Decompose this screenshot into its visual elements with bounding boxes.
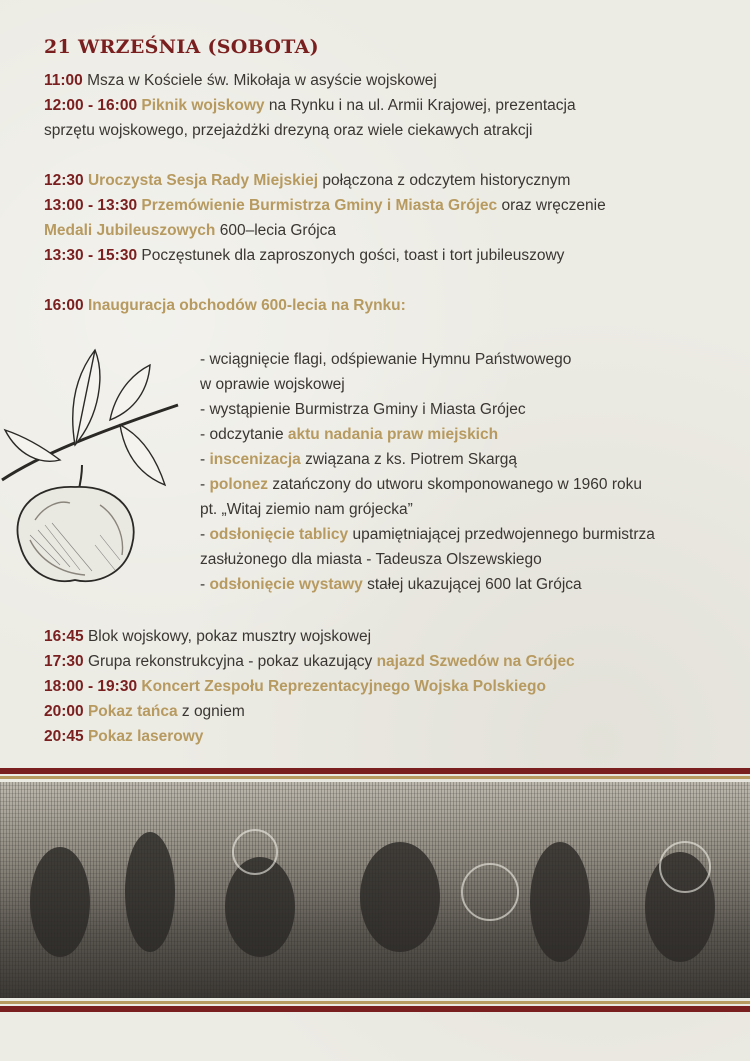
body-text: oraz wręczenie xyxy=(497,197,606,214)
body-text: stałej ukazującej 600 lat Grójca xyxy=(362,576,582,593)
page-title: 21 WRZEŚNIA (SOBOTA) xyxy=(44,36,319,58)
schedule-line xyxy=(200,547,730,572)
body-text: Grupa rekonstrukcyjna - pokaz ukazujący xyxy=(83,653,377,670)
schedule-line xyxy=(44,218,734,243)
time-label: 13:30 - 15:30 xyxy=(44,247,138,264)
body-text: upamiętniającej przedwojennego burmistrza xyxy=(348,526,655,543)
body-text: sprzętu wojskowego, przejażdżki drezyną oraz wiele ciekawych atrakcji xyxy=(44,122,533,139)
time-label: 12:30 xyxy=(44,172,84,189)
body-text: - xyxy=(200,451,210,468)
body-text: połączona z odczytem historycznym xyxy=(318,172,571,189)
time-label: 11:00 xyxy=(44,72,83,89)
schedule-line xyxy=(200,472,730,497)
highlight-text: inscenizacja xyxy=(209,451,301,468)
schedule-line xyxy=(44,293,734,318)
body-text: - xyxy=(200,526,210,543)
schedule-line xyxy=(200,347,730,372)
time-label: 12:00 - 16:00 xyxy=(44,97,138,114)
time-label: 16:00 xyxy=(44,297,84,314)
schedule-line xyxy=(44,93,734,118)
body-text: - xyxy=(200,576,210,593)
market-crowd-engraving xyxy=(0,782,750,998)
divider-top-gold xyxy=(0,776,750,779)
schedule-line xyxy=(200,497,730,522)
time-label: 18:00 - 19:30 xyxy=(44,678,138,695)
highlight-text: Medali Jubileuszowych xyxy=(44,222,216,239)
body-text: - wystąpienie Burmistrza Gminy i Miasta Grójec xyxy=(200,401,526,418)
apple-branch-icon xyxy=(0,335,190,585)
schedule-line xyxy=(44,699,734,724)
body-text: związana z ks. Piotrem Skargą xyxy=(300,451,518,468)
highlight-text: Pokaz tańca xyxy=(87,703,178,720)
divider-bottom-gold xyxy=(0,1001,750,1004)
body-text: zasłużonego dla miasta - Tadeusza Olszewskiego xyxy=(200,551,542,568)
body-text: 600–lecia Grójca xyxy=(215,222,337,239)
body-text: - wciągnięcie flagi, odśpiewanie Hymnu Państwowego xyxy=(200,351,572,368)
body-text: Poczęstunek dla zaproszonych gości, toast i tort jubileuszowy xyxy=(137,247,565,264)
schedule-line xyxy=(44,168,734,193)
schedule-line xyxy=(200,447,730,472)
schedule-line xyxy=(200,372,730,397)
body-text: zatańczony do utworu skomponowanego w 1960 roku xyxy=(268,476,642,493)
body-text: Msza w Kościele św. Mikołaja w asyście wojskowej xyxy=(82,72,437,89)
schedule-line xyxy=(200,572,730,597)
body-text: pt. „Witaj ziemio nam grójecka” xyxy=(200,501,413,518)
schedule-line xyxy=(44,193,734,218)
inauguration-list xyxy=(200,347,730,597)
highlight-text: najazd Szwedów na Grójec xyxy=(376,653,575,670)
highlight-text: Koncert Zespołu Reprezentacyjnego Wojska Polskiego xyxy=(141,678,546,695)
time-label: 17:30 xyxy=(44,653,84,670)
schedule-line xyxy=(44,724,734,749)
schedule-line xyxy=(200,422,730,447)
schedule-line xyxy=(44,649,734,674)
time-label: 20:45 xyxy=(44,728,84,745)
blank-line xyxy=(44,143,734,168)
body-text: - xyxy=(200,476,210,493)
schedule-line xyxy=(44,674,734,699)
schedule-line xyxy=(44,624,734,649)
highlight-text: polonez xyxy=(209,476,269,493)
divider-bottom-red xyxy=(0,1006,750,1012)
body-text: - odczytanie xyxy=(200,426,288,443)
body-text: w oprawie wojskowej xyxy=(200,376,345,393)
body-text: Blok wojskowy, pokaz musztry wojskowej xyxy=(83,628,372,645)
highlight-text: Przemówienie Burmistrza Gminy i Miasta Grójec xyxy=(141,197,498,214)
schedule-bottom xyxy=(44,624,734,749)
schedule-line xyxy=(200,522,730,547)
highlight-text: aktu nadania praw miejskich xyxy=(287,426,499,443)
time-label: 16:45 xyxy=(44,628,84,645)
schedule-line xyxy=(200,397,730,422)
time-label: 20:00 xyxy=(44,703,84,720)
highlight-text: Inauguracja obchodów 600-lecia na Rynku: xyxy=(87,297,406,314)
schedule-line xyxy=(44,118,734,143)
schedule-line xyxy=(44,68,734,93)
highlight-text: Piknik wojskowy xyxy=(141,97,265,114)
time-label: 13:00 - 13:30 xyxy=(44,197,138,214)
highlight-text: Uroczysta Sesja Rady Miejskiej xyxy=(87,172,319,189)
schedule-top xyxy=(44,68,734,318)
highlight-text: odsłonięcie wystawy xyxy=(209,576,363,593)
blank-line xyxy=(44,268,734,293)
divider-top-red xyxy=(0,768,750,774)
body-text: na Rynku i na ul. Armii Krajowej, prezentacja xyxy=(264,97,576,114)
schedule-line xyxy=(44,243,734,268)
body-text: z ogniem xyxy=(177,703,245,720)
highlight-text: Pokaz laserowy xyxy=(87,728,204,745)
highlight-text: odsłonięcie tablicy xyxy=(209,526,349,543)
